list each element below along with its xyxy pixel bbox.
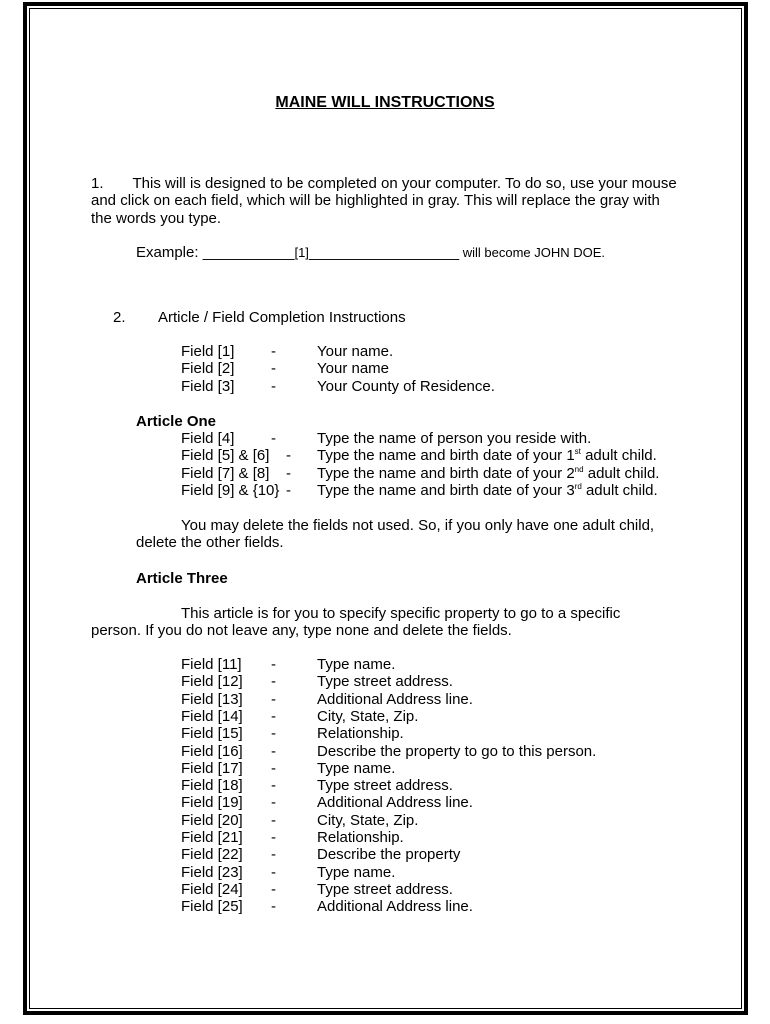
field-description: Type name. bbox=[317, 759, 396, 777]
field-description bbox=[317, 447, 657, 464]
field-dash: - bbox=[271, 360, 276, 378]
field-dash: - bbox=[271, 759, 276, 777]
article-one-field-row bbox=[181, 465, 770, 482]
article-three-field-row bbox=[181, 898, 770, 915]
ordinal-suffix: nd bbox=[574, 464, 584, 474]
field-description: Additional Address line. bbox=[317, 690, 473, 708]
field-description-text: adult child. bbox=[581, 481, 658, 499]
article-three-field-row bbox=[181, 708, 770, 725]
field-description: Type name. bbox=[317, 863, 396, 881]
field-dash: - bbox=[271, 794, 276, 812]
example-result: will become JOHN DOE. bbox=[459, 245, 606, 260]
field-dash: - bbox=[271, 673, 276, 691]
field-label: Field [18] bbox=[181, 777, 243, 795]
field-label: Field [12] bbox=[181, 673, 243, 691]
field-description: Additional Address line. bbox=[317, 898, 473, 916]
article-three-field-row bbox=[181, 864, 770, 881]
field-description: Your name bbox=[317, 360, 389, 378]
field-dash: - bbox=[271, 898, 276, 916]
field-label: Field [14] bbox=[181, 707, 243, 725]
document-title: MAINE WILL INSTRUCTIONS bbox=[275, 94, 495, 111]
article-three-field-row bbox=[181, 794, 770, 811]
field-label: Field [19] bbox=[181, 794, 243, 812]
example-blank-after: __________________ bbox=[308, 244, 460, 261]
article-one-note: You may delete the fields not used. So, if you only have one adult child, delete the other fields. bbox=[136, 517, 655, 552]
field-description: Additional Address line. bbox=[317, 794, 473, 812]
article-one-heading: Article One bbox=[136, 413, 217, 430]
field-description-text: adult child. bbox=[583, 464, 660, 482]
example-blank-before: ___________ bbox=[202, 244, 295, 261]
field-dash: - bbox=[271, 725, 276, 743]
field-description: Type name. bbox=[317, 656, 396, 673]
field-dash: - bbox=[286, 464, 291, 482]
field-dash: - bbox=[286, 481, 291, 499]
field-label: Field [9] & {10} bbox=[181, 481, 280, 499]
field-description bbox=[317, 482, 658, 499]
article-one-field-row bbox=[181, 430, 770, 447]
field-label: Field [3] bbox=[181, 377, 235, 395]
field-dash: - bbox=[271, 742, 276, 760]
field-dash: - bbox=[271, 430, 276, 447]
field-description: Type street address. bbox=[317, 880, 453, 898]
field-label: Field [2] bbox=[181, 360, 235, 378]
example-line bbox=[136, 244, 605, 261]
field-dash: - bbox=[271, 343, 276, 360]
field-description: Relationship. bbox=[317, 725, 404, 743]
field-label: Field [16] bbox=[181, 742, 243, 760]
intro-field-row bbox=[181, 360, 770, 377]
article-one-field-row bbox=[181, 447, 770, 464]
field-label: Field [22] bbox=[181, 846, 243, 864]
field-label: Field [11] bbox=[181, 656, 242, 673]
field-dash: - bbox=[271, 777, 276, 795]
field-description-text: adult child. bbox=[580, 447, 657, 465]
field-dash: - bbox=[286, 447, 291, 465]
field-dash: - bbox=[271, 707, 276, 725]
field-label: Field [20] bbox=[181, 811, 243, 829]
article-three-field-row bbox=[181, 777, 770, 794]
field-dash: - bbox=[271, 690, 276, 708]
article-three-field-row bbox=[181, 881, 770, 898]
field-label: Field [1] bbox=[181, 343, 235, 360]
field-dash: - bbox=[271, 829, 276, 846]
field-label: Field [5] & [6] bbox=[181, 447, 270, 465]
field-description: Type street address. bbox=[317, 777, 453, 795]
field-dash: - bbox=[271, 863, 276, 881]
field-description: City, State, Zip. bbox=[317, 811, 419, 829]
article-three-field-row bbox=[181, 829, 770, 846]
field-dash: - bbox=[271, 811, 276, 829]
example-label: Example: bbox=[136, 244, 203, 261]
ordinal-suffix: st bbox=[574, 447, 581, 457]
article-three-field-row bbox=[181, 725, 770, 742]
intro-field-row bbox=[181, 378, 770, 395]
article-three-heading: Article Three bbox=[136, 570, 228, 587]
field-description: Describe the property to go to this person. bbox=[317, 742, 597, 760]
article-three-field-row bbox=[181, 656, 770, 673]
article-three-field-row bbox=[181, 673, 770, 690]
field-description: Describe the property bbox=[317, 846, 461, 864]
field-dash: - bbox=[271, 846, 276, 864]
field-description-text: Type the name and birth date of your 1 bbox=[317, 447, 575, 465]
field-label: Field [21] bbox=[181, 829, 243, 846]
field-label: Field [4] bbox=[181, 430, 235, 447]
article-three-field-row bbox=[181, 760, 770, 777]
article-three-field-row bbox=[181, 743, 770, 760]
field-description: Your name. bbox=[317, 343, 394, 360]
field-label: Field [25] bbox=[181, 898, 243, 916]
item2-number: 2. bbox=[113, 309, 126, 326]
field-description-text: Type the name and birth date of your 2 bbox=[317, 464, 575, 482]
item1-text: This will is designed to be completed on your computer. To do so, use your mouse and click on each field, which will be highlighted in gray. This will replace the gray with the words you type. bbox=[91, 175, 677, 227]
article-one-field-row bbox=[181, 482, 770, 499]
ordinal-suffix: rd bbox=[574, 481, 582, 491]
field-dash: - bbox=[271, 377, 276, 395]
field-description: Relationship. bbox=[317, 829, 404, 846]
field-description-text: Type the name and birth date of your 3 bbox=[317, 481, 575, 499]
item1-number: 1. bbox=[91, 175, 104, 192]
article-three-field-row bbox=[181, 691, 770, 708]
field-description bbox=[317, 465, 659, 482]
field-label: Field [23] bbox=[181, 863, 243, 881]
field-label: Field [17] bbox=[181, 759, 243, 777]
field-label: Field [7] & [8] bbox=[181, 464, 270, 482]
field-description: Type street address. bbox=[317, 673, 453, 691]
field-dash: - bbox=[271, 656, 276, 673]
intro-field-row bbox=[181, 343, 770, 360]
field-label: Field [15] bbox=[181, 725, 243, 743]
field-label: Field [24] bbox=[181, 880, 243, 898]
item2-heading: Article / Field Completion Instructions bbox=[158, 309, 406, 326]
article-three-field-row bbox=[181, 846, 770, 863]
field-description: Your County of Residence. bbox=[317, 377, 495, 395]
field-dash: - bbox=[271, 880, 276, 898]
item1-paragraph bbox=[91, 175, 681, 227]
article-three-field-row bbox=[181, 812, 770, 829]
article-three-note: This article is for you to specify specific property to go to a specific person. If you do not leave any, type none and delete the fields. bbox=[91, 605, 621, 640]
field-description: City, State, Zip. bbox=[317, 707, 419, 725]
example-field: [1] bbox=[294, 245, 309, 260]
field-description: Type the name of person you reside with. bbox=[317, 430, 592, 447]
field-label: Field [13] bbox=[181, 690, 243, 708]
